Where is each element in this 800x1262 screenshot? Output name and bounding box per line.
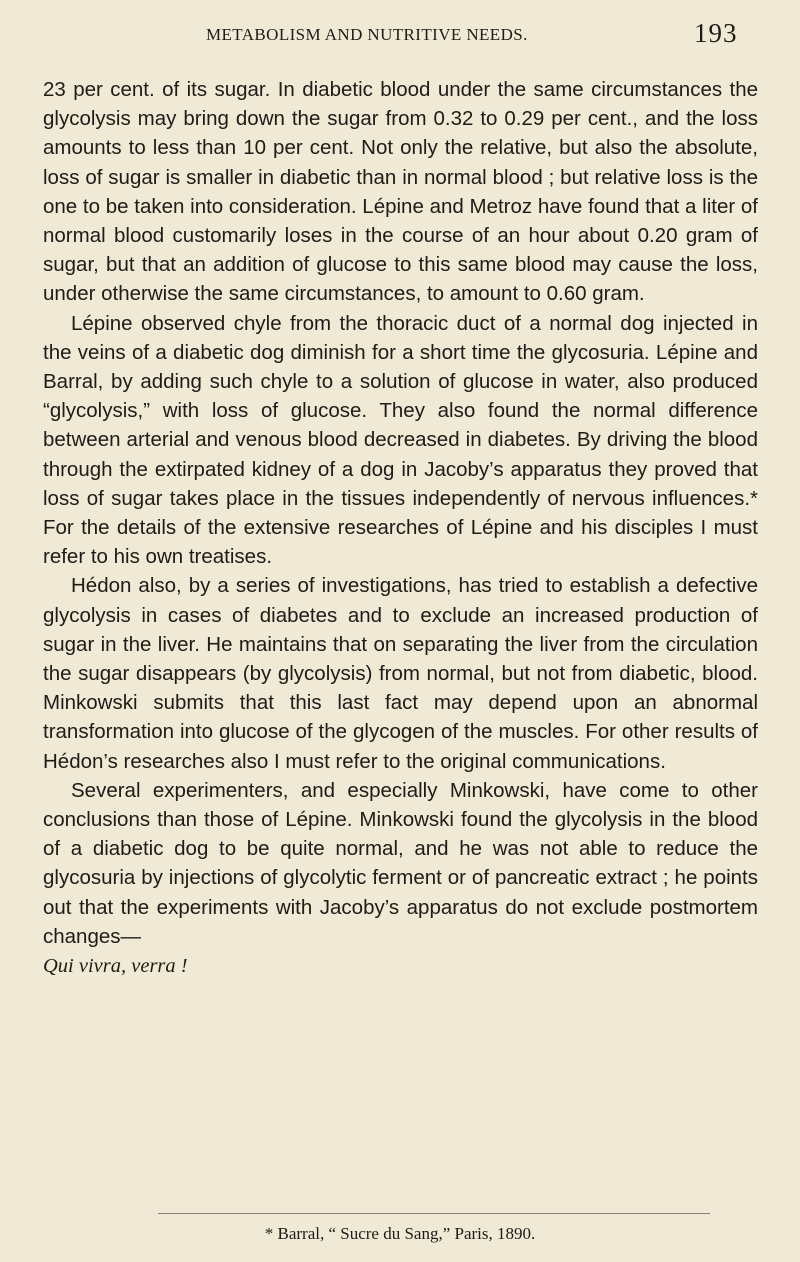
paragraph-4 <box>43 776 758 981</box>
page-number: 193 <box>694 18 738 48</box>
paragraph-1: 23 per cent. of its sugar. In diabetic blood under the same circumstances the glycolysis may bring down the sugar from 0.32 to 0.29 per cent., and the loss amounts to less than 10 per cent. Not only the relative, but also the absolute, loss of sugar is smaller in diabetic than in normal blood ; but relative loss is the one to be taken into consideration. Lépine and Metroz have found that a liter of normal blood customarily loses in the course of an hour about 0.20 gram of sugar, but that an addition of glucose to this same blood may cause the loss, under otherwise the same circumstances, to amount to 0.60 gram. <box>43 78 758 306</box>
footnote: * Barral, “ Sucre du Sang,” Paris, 1890. <box>264 1224 536 1243</box>
paragraph-4-text: Several experimenters, and especially Minkowski, have come to other conclusions than those of Lépine. Minkowski found the glycolysis in the blood of a diabetic dog to be quite normal, and he was not able to reduce the glycosuria by injections of glycolytic ferment or of pancreatic extract ; he points out that the experiments with Jacoby’s apparatus do not exclude postmortem changes— <box>43 778 758 948</box>
body-text <box>43 75 758 981</box>
paragraph-3: Hédon also, by a series of investigations, has tried to establish a defective glycolysis in cases of diabetes and to exclude an increased production of sugar in the liver. He maintains that on separating the liver from the circulation the sugar disappears (by glycolysis) from normal, but not from diabetic, blood. Minkowski submits that this last fact may depend upon an abnormal transformation into glucose of the glycogen of the muscles. For other results of Hédon’s researches also I must refer to the original communications. <box>43 574 758 773</box>
closing-quote: Qui vivra, verra ! <box>43 955 188 978</box>
paragraph-2: Lépine observed chyle from the thoracic duct of a normal dog injected in the veins of a diabetic dog diminish for a short time the glycosuria. Lépine and Barral, by adding such chyle to a solution of glucose in water, also produced “glycolysis,” with loss of glucose. They also found the normal difference between arterial and venous blood decreased in diabetes. By driving the blood through the extirpated kidney of a dog in Jacoby’s apparatus they proved that loss of sugar takes place in the tissues independently of nervous influences.* For the details of the extensive researches of Lépine and his disciples I must refer to his own treatises. <box>43 311 758 569</box>
running-head: METABOLISM AND NUTRITIVE NEEDS. <box>206 25 528 44</box>
footnote-rule <box>158 1213 710 1214</box>
